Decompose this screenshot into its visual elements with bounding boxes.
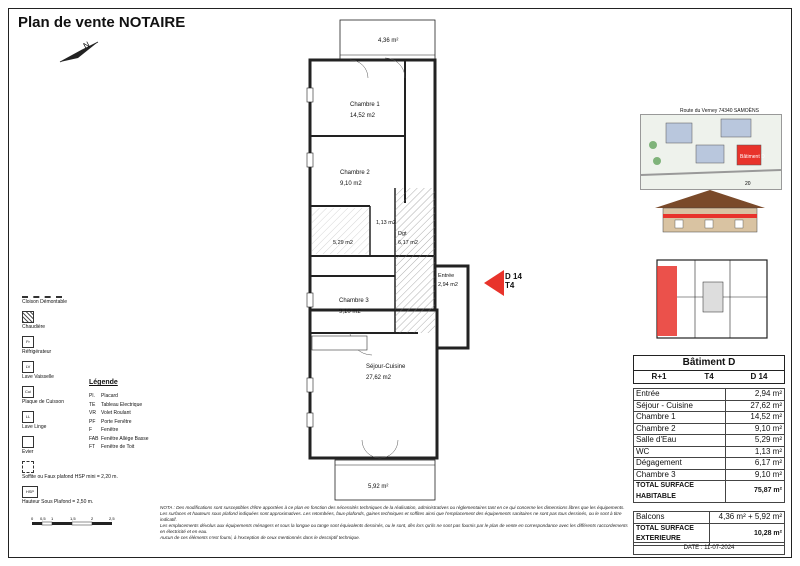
site-plan [640,114,782,190]
floor-plan [290,18,510,513]
scale-label: 2,5 [109,516,115,521]
table-row: Salle d'Eau 5,29 m² [634,435,785,447]
legend-item: PF Porte Fenêtre [89,418,132,425]
table-row: Dégagement 6,17 m² [634,458,785,470]
lot-number: D 14 [750,372,768,381]
svg-text:N: N [81,39,92,51]
legend-item: Pl. Placard [89,393,118,399]
room-entree: Entrée 2,94 m2 [438,273,458,288]
scale-label: 1 [51,516,54,521]
scale-label: 2 [91,516,94,521]
notes [160,505,630,541]
symbol-chaudiere: Chaudière [22,311,132,330]
room-chambre-1: Chambre 1 14,52 m2 [350,102,380,119]
table-row: WC 1,13 m² [634,446,785,458]
total-exterior-row: TOTAL SURFACE EXTERIEURE 10,28 m² [634,523,785,545]
building-elevation [655,188,765,234]
symbol-refrigerateur: Fr Réfrigérateur [22,336,132,355]
unit-marker-icon [484,270,504,296]
legend-item: FT Fenêtre de Toit [89,444,135,450]
date-stamp: DATE : 11-07-2024 [633,542,785,555]
symbol-plaque-cuisson: Cui Plaque de Cuisson [22,386,132,405]
level: R+1 [651,372,667,381]
room-wc: 1,13 m2 [376,220,396,226]
floor-key-plan [655,252,770,342]
legend-item: FAB Fenêtre Allège Basse [89,435,149,442]
balcony-bottom-area: 5,92 m² [368,484,389,490]
scale-label: 0,5 [40,516,46,521]
room-sejour-cuisine: Séjour-Cuisine 27,62 m2 [366,364,406,381]
legend-list [89,392,149,452]
room-salle-eau: 5,29 m2 [333,240,353,246]
note-line: Les emplacements dévolus aux équipements ménagers et sous la longue ou tange sont équivalents dessinés, ou le sont, dès lors qu'ils ne sont pas fournis par le plan de vente en correspondance avec les différents raccordements en électricité et en eau. [160,523,628,534]
unit-marker-label: D 14 T4 [505,272,522,290]
site-scale-label: 20 [745,181,751,187]
balcony-top-area: 4,36 m² [378,38,399,44]
symbol-hsp: HSP Hauteur Sous Plafond = 2,50 m. [22,486,132,505]
note-line: Aucun de ces éléments n'est fourni, à l'exception de ceux mentionnés dans le descriptif technique. [160,535,360,540]
total-habitable-row: TOTAL SURFACE HABITABLE 75,87 m² [634,481,785,503]
page-title: Plan de vente NOTAIRE [18,14,186,31]
room-chambre-2: Chambre 2 9,10 m2 [340,170,370,187]
room-degagement: Dgt 6,17 m2 [398,231,418,246]
room-chambre-3: Chambre 3 9,10 m2 [339,298,369,315]
north-arrow-icon [58,36,102,66]
table-row: Chambre 1 14,52 m² [634,412,785,424]
site-address: Route du Verney 74340 SAMOËNS [680,108,759,114]
scale-label: 0 [31,516,34,521]
symbol-lave-vaisselle: LV Lave Vaisselle [22,361,132,380]
building-title: Bâtiment D [633,355,785,371]
table-row: Chambre 3 9,10 m² [634,469,785,481]
exterior-table [633,511,785,546]
scale-label: 1,5 [70,516,76,521]
note-line: NOTA : Des modifications sont susceptibles d'être apportées à ce plan en fonction des nécessités techniques de la réalisation, administratives ou réglementaires tant en ce qui concerne les dimensions libres que les équipements. [160,505,625,510]
legend-item: TE Tableau Electrique [89,401,143,408]
note-line: Les surfaces et hauteurs sous plafond indiquées sont approximatives. Les retombées, faux-plafonds, gaines techniques et soffites ainsi que l'emplacement des équipements sanitaires ne sont pas tous dessinés, ou le sont à titre indicatif. [160,511,622,522]
unit-header-row [633,371,785,384]
symbol-cloison: Cloison Démontable [22,296,132,305]
table-row: Balcons 4,36 m² + 5,92 m² [634,512,785,524]
symbol-lave-linge: LL Lave Linge [22,411,132,430]
area-table [633,388,785,503]
symbol-soffite: Soffite ou Faux plafond HSP mini = 2,20 m. [22,461,132,480]
legend-item: F Fenêtre [89,427,119,433]
info-panel [633,355,785,546]
table-row: Chambre 2 9,10 m² [634,423,785,435]
scale-bar [30,514,120,530]
legend-title: Légende [89,379,118,386]
legend-item: VR Volet Roulant [89,410,131,416]
symbol-evier: Evier [22,436,132,455]
unit-type: T4 [704,372,714,381]
table-row: Entrée 2,94 m² [634,389,785,401]
table-row: Séjour - Cuisine 27,62 m² [634,400,785,412]
site-building-label: Bâtiment D [740,154,765,160]
